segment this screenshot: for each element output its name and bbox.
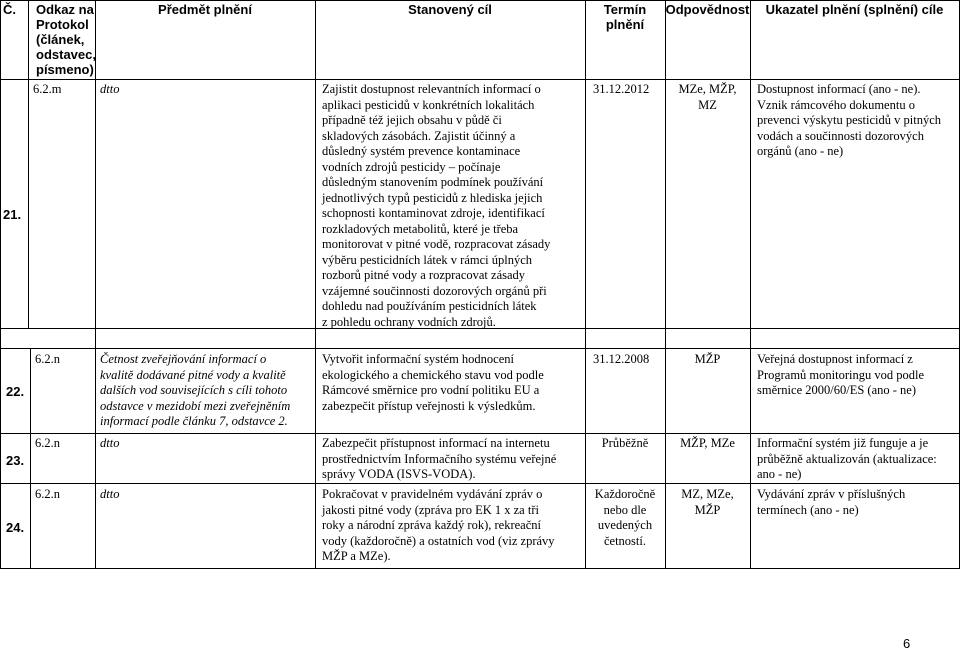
row-number: 24. bbox=[6, 520, 25, 535]
row-deadline: 31.12.2012 bbox=[593, 82, 650, 96]
row-deadline: Průběžně bbox=[601, 436, 649, 450]
row-number: 22. bbox=[6, 384, 25, 399]
row-number: 23. bbox=[6, 453, 25, 468]
grid-line bbox=[0, 568, 960, 569]
row-reference: 6.2.n bbox=[35, 436, 60, 450]
row-goal: Zajistit dostupnost relevantních informací o aplikaci pesticidů v konkrétních lokalitách případně též jejich obsahu v půdě či skladových zásobách. Zajistit účinný a důsledný systém prevence kontaminace vodních zdrojů pesticidy – počínaje důsledným stanovením podmínek používání jednotlivých typů pesticidů z hlediska jejich schopnosti kontaminovat zdroje, identifikací rozkladových metabolitů, které je třeba monitorovat v pitné vodě, rozpracovat zásady výběru pesticidních látek v rámci úplných rozborů pitné vody a rozpracovat zásady vzájemné součinnosti dozorových orgánů při dohledu nad používáním pesticidních látek z pohledu ochrany vodních zdrojů. bbox=[322, 82, 551, 329]
row-responsible: MŽP bbox=[694, 352, 721, 366]
grid-line bbox=[0, 0, 1, 568]
row-indicator: Veřejná dostupnost informací z Programů monitoringu vod podle směrnice 2000/60/ES (ano - ne) bbox=[757, 352, 924, 397]
grid-line bbox=[28, 0, 29, 328]
row-goal: Vytvořit informační systém hodnocení ekologického a chemického stavu vod podle Rámcové směrnice pro vodní politiku EU a zabezpečit přístup veřejnosti k výsledkům. bbox=[322, 352, 544, 413]
header-indicator: Ukazatel plnění (splnění) cíle bbox=[765, 2, 944, 17]
header-reference: Odkaz na Protokol (článek, odstavec, písmeno) bbox=[36, 2, 96, 77]
row-subject: dtto bbox=[100, 82, 120, 96]
row-number: 21. bbox=[3, 207, 22, 222]
page-number: 6 bbox=[903, 636, 911, 651]
grid-line bbox=[0, 348, 960, 349]
header-goal: Stanovený cíl bbox=[408, 2, 492, 17]
row-subject: dtto bbox=[100, 487, 120, 501]
row-goal: Zabezpečit přístupnost informací na internetu prostřednictvím Informačního systému veřejné správy VODA (ISVS-VODA). bbox=[322, 436, 557, 481]
grid-line bbox=[30, 348, 31, 568]
row-deadline: 31.12.2008 bbox=[593, 352, 650, 366]
row-indicator: Vydávání zpráv v příslušných termínech (ano - ne) bbox=[757, 487, 906, 517]
row-subject: dtto bbox=[100, 436, 120, 450]
row-responsible: MZe, MŽP, MZ bbox=[678, 82, 737, 112]
header-responsible: Odpovědnost bbox=[665, 2, 750, 17]
header-subject: Předmět plnění bbox=[158, 2, 252, 17]
row-reference: 6.2.n bbox=[35, 487, 60, 501]
row-responsible: MZ, MZe, MŽP bbox=[681, 487, 734, 517]
grid-line bbox=[585, 0, 586, 568]
row-responsible: MŽP, MZe bbox=[680, 436, 735, 450]
header-number: Č. bbox=[3, 2, 16, 17]
row-indicator: Informační systém již funguje a je průběžně aktualizován (aktualizace: ano - ne) bbox=[757, 436, 937, 481]
grid-line bbox=[0, 79, 960, 80]
grid-line bbox=[0, 433, 960, 434]
row-reference: 6.2.m bbox=[33, 82, 62, 96]
row-subject: Četnost zveřejňování informací o kvalitě dodávané pitné vody a kvalitě dalších vod souvisejících s cíli tohoto odstavce v mezidobí mezi zveřejněním informací podle článku 7, odstavce 2. bbox=[100, 352, 291, 428]
grid-line bbox=[95, 0, 96, 568]
row-goal: Pokračovat v pravidelném vydávání zpráv o jakosti pitné vody (zpráva pro EK 1 x za tři roky a národní zpráva každý rok), rekreační vody (každoročně) a ostatních vod (viz zprávy MŽP a MZe). bbox=[322, 487, 555, 563]
grid-line bbox=[750, 0, 751, 568]
row-indicator: Dostupnost informací (ano - ne). Vznik rámcového dokumentu o prevenci výskytu pesticidů v pitných vodách a součinnosti dozorových orgánů (ano - ne) bbox=[757, 82, 941, 158]
grid-line bbox=[0, 0, 960, 1]
row-deadline: Každoročně nebo dle uvedených četností. bbox=[594, 487, 656, 548]
header-deadline: Termín plnění bbox=[603, 2, 647, 32]
row-reference: 6.2.n bbox=[35, 352, 60, 366]
grid-line bbox=[315, 0, 316, 568]
grid-line bbox=[0, 483, 960, 484]
